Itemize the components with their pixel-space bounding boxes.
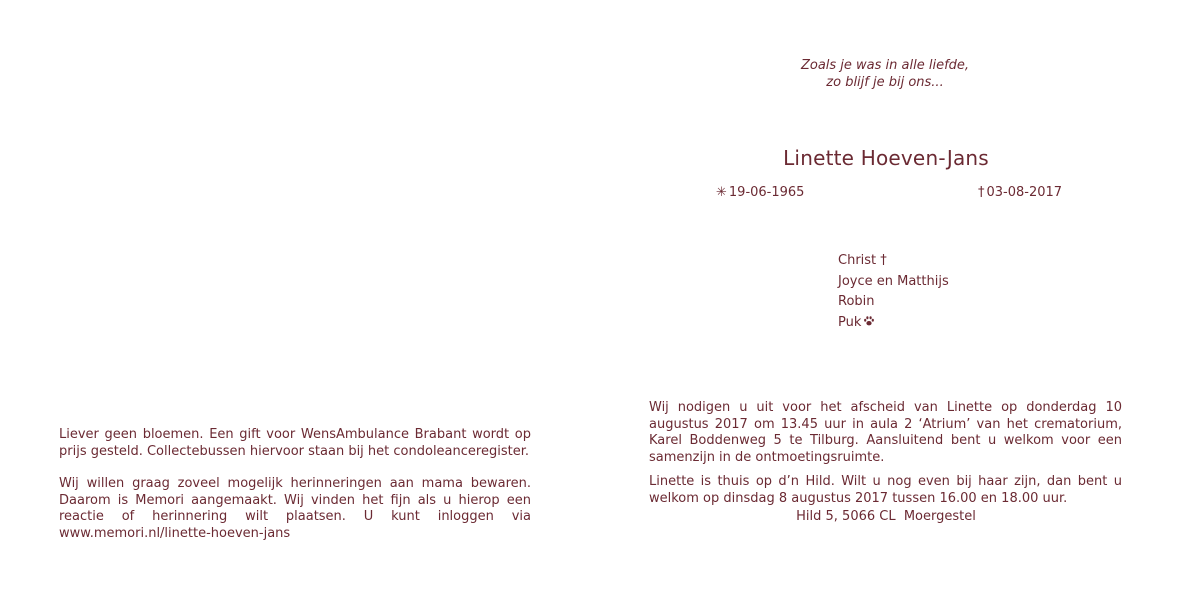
death-date [978,185,1062,200]
family-member-2: Joyce en Matthijs [838,273,949,289]
notes-text [59,427,531,558]
invitation-text [649,400,1122,515]
memorial-quote [740,57,1030,91]
quote-line-1: Zoals je was in alle liefde, [800,58,970,73]
birth-star-icon: ✳ [716,185,727,200]
deceased-name: Linette Hoeven-Jans [783,146,989,170]
family-member-3: Robin [838,294,875,309]
invitation-paragraph-2: Linette is thuis op d’n Hild. Wilt u nog even bij haar zijn, dan bent u welkom op dinsdag 8 augustus 2017 tussen 16.00 en 18.00 uur. [649,474,1122,506]
family-member-4-name: Puk [838,314,862,330]
family-member-1: Christ † [838,253,887,268]
quote-line-2: zo blijf je bij ons... [826,75,944,90]
birth-date [716,185,804,200]
death-cross-icon: † [978,185,985,200]
family-member-4 [838,313,949,335]
notes-paragraph-1: Liever geen bloemen. Een gift voor WensAmbulance Brabant wordt op prijs gesteld. Collectebussen hiervoor staan bij het condoleanceregister. [59,427,531,459]
family-list [838,251,949,334]
birth-date-value: 19-06-1965 [728,185,805,200]
home-address: Hild 5, 5066 CL Moergestel [796,509,976,524]
death-date-value: 03-08-2017 [986,185,1063,200]
paw-print-icon [863,314,875,335]
invitation-paragraph-1: Wij nodigen u uit voor het afscheid van Linette op donderdag 10 augustus 2017 om 13.45 uur in aula 2 ‘Atrium’ van het crematorium, Karel Boddenweg 5 te Tilburg. Aansluitend bent u welkom voor een samenzijn in de ontmoetingsruimte. [649,400,1122,465]
notes-paragraph-2: Wij willen graag zoveel mogelijk herinneringen aan mama bewaren. Daarom is Memori aangemaakt. Wij vinden het fijn als u hierop een reactie of herinnering wilt plaatsen. U kunt inloggen via www.memori.nl/linette-hoeven-jans [59,476,531,541]
